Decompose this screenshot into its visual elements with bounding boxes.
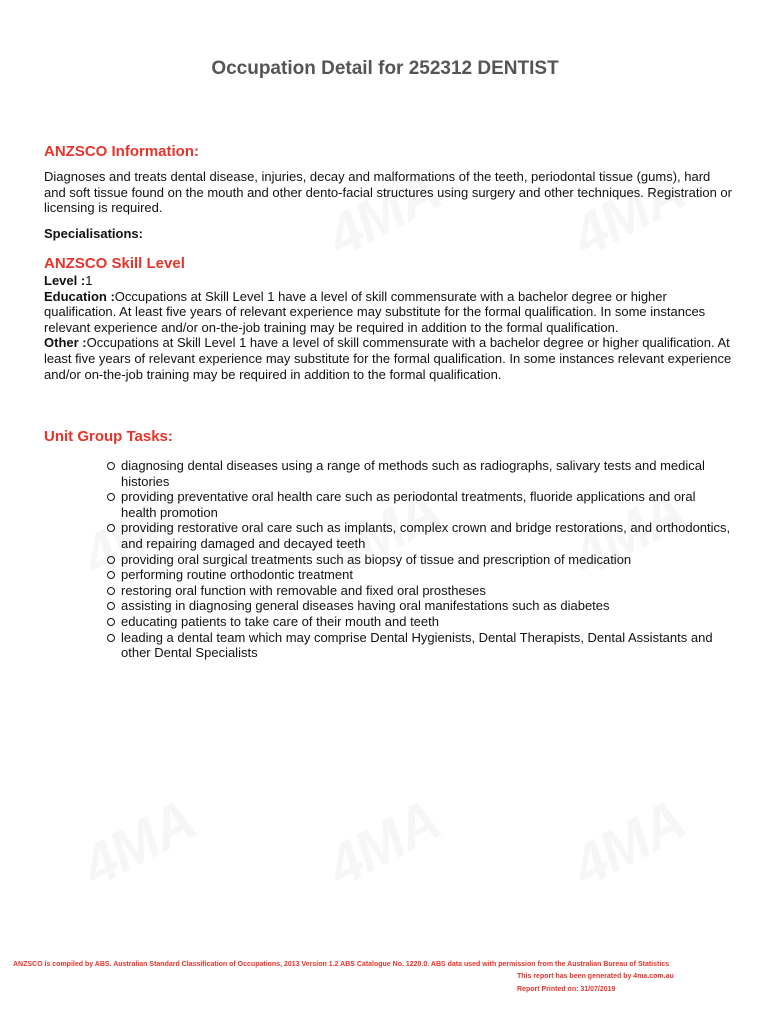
list-item — [104, 520, 734, 551]
specialisations-label: Specialisations: — [44, 226, 143, 241]
list-item — [104, 458, 734, 489]
footer-source: ANZSCO is compiled by ABS. Australian Standard Classification of Occupations, 2013 Version 1.2 ABS Catalogue No. 1220.0. ABS data used with permission from the Australian Bureau of Statistics — [13, 961, 670, 968]
footer-printed: Report Printed on: 31/07/2019 — [517, 986, 616, 993]
circle-bullet-icon — [107, 634, 115, 642]
level-row — [44, 273, 734, 289]
list-item — [104, 614, 734, 630]
other-text: Occupations at Skill Level 1 have a level of skill commensurate with a bachelor degree or higher qualification. At least five years of relevant experience may substitute for the formal qualification. In some instances relevant experience and/or on-the-job training may be required in addition to the formal qualification. — [44, 335, 732, 382]
other-row — [44, 335, 734, 382]
circle-bullet-icon — [107, 556, 115, 564]
list-item — [104, 567, 734, 583]
other-label: Other : — [44, 335, 87, 351]
level-value: 1 — [85, 273, 93, 288]
task-text: performing routine orthodontic treatment — [121, 567, 353, 583]
circle-bullet-icon — [107, 602, 115, 610]
task-text: leading a dental team which may comprise Dental Hygienists, Dental Therapists, Dental Assistants and other Dental Specialists — [121, 629, 713, 661]
education-label: Education : — [44, 288, 115, 304]
list-item — [104, 583, 734, 599]
task-text: educating patients to take care of their mouth and teeth — [121, 613, 439, 629]
circle-bullet-icon — [107, 618, 115, 626]
unit-group-heading: Unit Group Tasks: — [44, 428, 173, 445]
circle-bullet-icon — [107, 571, 115, 579]
list-item — [104, 489, 734, 520]
circle-bullet-icon — [107, 462, 115, 470]
list-item — [104, 552, 734, 568]
list-item — [104, 630, 734, 661]
education-row — [44, 289, 734, 336]
anzsco-info-heading: ANZSCO Information: — [44, 143, 199, 160]
watermark-logo — [316, 787, 450, 901]
skill-level-block — [44, 273, 734, 382]
education-text: Occupations at Skill Level 1 have a level of skill commensurate with a bachelor degree or higher qualification. At least five years of relevant experience may substitute for the formal qualification. In some instances relevant experience and/or on-the-job training may be required in addition to the formal qualification. — [44, 288, 706, 335]
task-text: assisting in diagnosing general diseases having oral manifestations such as diabetes — [121, 598, 610, 614]
task-text: providing restorative oral care such as implants, complex crown and bridge restorations, and orthodontics, and repairing damaged and decayed teeth — [121, 520, 731, 551]
task-list — [104, 458, 734, 661]
skill-level-heading: ANZSCO Skill Level — [44, 255, 185, 272]
level-label: Level : — [44, 273, 86, 288]
task-text: restoring oral function with removable and fixed oral prostheses — [121, 582, 486, 598]
task-text: providing oral surgical treatments such as biopsy of tissue and prescription of medication — [121, 551, 632, 567]
task-text: providing preventative oral health care such as periodontal treatments, fluoride applications and oral health promotion — [121, 489, 696, 520]
circle-bullet-icon — [107, 493, 115, 501]
circle-bullet-icon — [107, 587, 115, 595]
task-text: diagnosing dental diseases using a range of methods such as radiographs, salivary tests and medical histories — [121, 458, 705, 489]
watermark-logo — [561, 787, 695, 901]
watermark-logo — [71, 787, 205, 901]
list-item — [104, 598, 734, 614]
circle-bullet-icon — [107, 524, 115, 532]
footer-generated: This report has been generated by 4ma.com.au — [517, 973, 674, 980]
anzsco-description: Diagnoses and treats dental disease, injuries, decay and malformations of the teeth, periodontal tissue (gums), hard and soft tissue found on the mouth and other dento-facial structures using surgery and other techniques. Registration or licensing is required. — [44, 169, 732, 216]
page-title: Occupation Detail for 252312 DENTIST — [211, 58, 559, 79]
